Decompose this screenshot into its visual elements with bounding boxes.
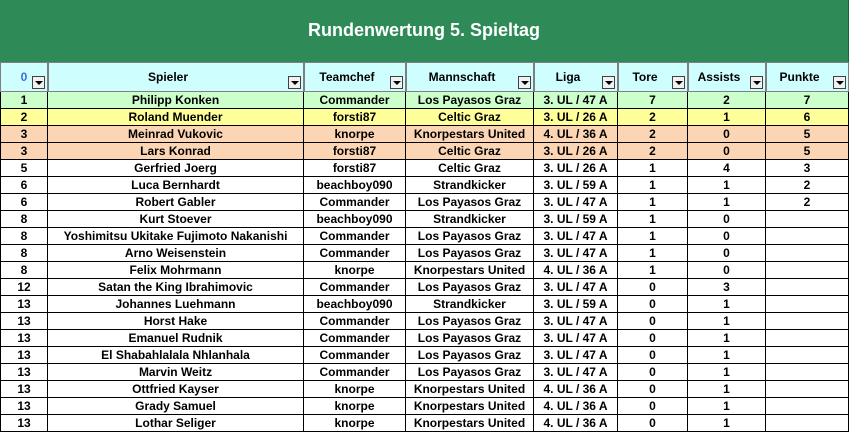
column-header-label: Punkte <box>779 70 820 84</box>
cell-mannschaft[interactable]: Los Payasos Graz <box>406 330 534 347</box>
cell-liga[interactable]: 3. UL / 47 A <box>534 313 618 330</box>
cell-rank[interactable]: 12 <box>0 279 48 296</box>
cell-mannschaft[interactable]: Strandkicker <box>406 211 534 228</box>
cell-rank[interactable]: 8 <box>0 245 48 262</box>
cell-assists[interactable]: 0 <box>688 228 766 245</box>
cell-tore[interactable]: 0 <box>618 279 688 296</box>
table-row <box>0 364 849 381</box>
cell-punkte[interactable]: 3 <box>766 160 849 177</box>
column-header-mannschaft <box>406 62 534 92</box>
cell-mannschaft[interactable]: Celtic Graz <box>406 109 534 126</box>
cell-punkte[interactable]: 2 <box>766 194 849 211</box>
filter-dropdown-icon[interactable] <box>602 76 615 89</box>
cell-teamchef[interactable]: Commander <box>304 347 406 364</box>
table-row <box>0 398 849 415</box>
cell-teamchef[interactable]: Commander <box>304 364 406 381</box>
cell-mannschaft[interactable]: Knorpestars United <box>406 126 534 143</box>
cell-punkte[interactable] <box>766 313 849 330</box>
cell-spieler[interactable]: Marvin Weitz <box>48 364 304 381</box>
cell-teamchef[interactable]: forsti87 <box>304 109 406 126</box>
column-header-label: Teamchef <box>319 70 375 84</box>
cell-tore[interactable]: 1 <box>618 194 688 211</box>
table-row <box>0 194 849 211</box>
cell-liga[interactable]: 3. UL / 47 A <box>534 194 618 211</box>
cell-liga[interactable]: 4. UL / 36 A <box>534 381 618 398</box>
column-header-label: 0 <box>20 70 28 84</box>
cell-assists[interactable]: 1 <box>688 398 766 415</box>
cell-teamchef[interactable]: knorpe <box>304 262 406 279</box>
cell-liga[interactable]: 3. UL / 47 A <box>534 228 618 245</box>
cell-tore[interactable]: 0 <box>618 330 688 347</box>
cell-tore[interactable]: 0 <box>618 296 688 313</box>
filter-dropdown-icon[interactable] <box>672 76 685 89</box>
filter-dropdown-icon[interactable] <box>750 76 763 89</box>
cell-mannschaft[interactable]: Celtic Graz <box>406 160 534 177</box>
cell-assists[interactable]: 1 <box>688 330 766 347</box>
cell-tore[interactable]: 0 <box>618 398 688 415</box>
cell-punkte[interactable] <box>766 211 849 228</box>
cell-rank[interactable]: 6 <box>0 194 48 211</box>
cell-tore[interactable]: 0 <box>618 347 688 364</box>
cell-mannschaft[interactable]: Knorpestars United <box>406 262 534 279</box>
table-row <box>0 313 849 330</box>
cell-spieler[interactable]: Grady Samuel <box>48 398 304 415</box>
cell-teamchef[interactable]: Commander <box>304 228 406 245</box>
cell-tore[interactable]: 1 <box>618 245 688 262</box>
table-row <box>0 126 849 143</box>
column-header-liga <box>534 62 618 92</box>
cell-mannschaft[interactable]: Strandkicker <box>406 296 534 313</box>
table-row <box>0 160 849 177</box>
cell-liga[interactable]: 3. UL / 59 A <box>534 211 618 228</box>
cell-mannschaft[interactable]: Los Payasos Graz <box>406 194 534 211</box>
cell-rank[interactable]: 3 <box>0 143 48 160</box>
cell-spieler[interactable]: Roland Muender <box>48 109 304 126</box>
table-row <box>0 415 849 432</box>
cell-tore[interactable]: 2 <box>618 126 688 143</box>
cell-liga[interactable]: 3. UL / 47 A <box>534 92 618 109</box>
cell-mannschaft[interactable]: Knorpestars United <box>406 415 534 432</box>
cell-rank[interactable]: 2 <box>0 109 48 126</box>
cell-punkte[interactable] <box>766 381 849 398</box>
cell-assists[interactable]: 0 <box>688 262 766 279</box>
table-row <box>0 262 849 279</box>
cell-tore[interactable]: 1 <box>618 177 688 194</box>
cell-tore[interactable]: 7 <box>618 92 688 109</box>
cell-liga[interactable]: 3. UL / 47 A <box>534 245 618 262</box>
cell-rank[interactable]: 13 <box>0 398 48 415</box>
cell-spieler[interactable]: Luca Bernhardt <box>48 177 304 194</box>
table-row <box>0 92 849 109</box>
table-body <box>0 92 849 432</box>
cell-spieler[interactable]: Yoshimitsu Ukitake Fujimoto Nakanishi <box>48 228 304 245</box>
cell-punkte[interactable]: 5 <box>766 126 849 143</box>
cell-rank[interactable]: 8 <box>0 228 48 245</box>
table-row <box>0 245 849 262</box>
column-header-tore <box>618 62 688 92</box>
column-header-assists <box>688 62 766 92</box>
cell-liga[interactable]: 3. UL / 47 A <box>534 330 618 347</box>
cell-assists[interactable]: 1 <box>688 313 766 330</box>
cell-mannschaft[interactable]: Knorpestars United <box>406 381 534 398</box>
cell-tore[interactable]: 0 <box>618 364 688 381</box>
filter-dropdown-icon[interactable] <box>833 76 846 89</box>
table-row <box>0 211 849 228</box>
cell-assists[interactable]: 3 <box>688 279 766 296</box>
cell-mannschaft[interactable]: Los Payasos Graz <box>406 245 534 262</box>
column-header-label: Liga <box>555 70 581 84</box>
cell-spieler[interactable]: Emanuel Rudnik <box>48 330 304 347</box>
cell-spieler[interactable]: Felix Mohrmann <box>48 262 304 279</box>
cell-liga[interactable]: 3. UL / 47 A <box>534 347 618 364</box>
cell-assists[interactable]: 0 <box>688 143 766 160</box>
cell-mannschaft[interactable]: Los Payasos Graz <box>406 228 534 245</box>
cell-tore[interactable]: 0 <box>618 415 688 432</box>
cell-teamchef[interactable]: knorpe <box>304 415 406 432</box>
cell-rank[interactable]: 13 <box>0 296 48 313</box>
cell-tore[interactable]: 1 <box>618 262 688 279</box>
cell-spieler[interactable]: Satan the King Ibrahimovic <box>48 279 304 296</box>
column-header-spieler <box>48 62 304 92</box>
cell-punkte[interactable]: 2 <box>766 177 849 194</box>
cell-teamchef[interactable]: knorpe <box>304 126 406 143</box>
cell-mannschaft[interactable]: Knorpestars United <box>406 398 534 415</box>
cell-assists[interactable]: 2 <box>688 92 766 109</box>
table-row <box>0 330 849 347</box>
title-banner <box>0 0 849 62</box>
cell-punkte[interactable] <box>766 398 849 415</box>
table-row <box>0 228 849 245</box>
cell-tore[interactable]: 2 <box>618 109 688 126</box>
table-row <box>0 177 849 194</box>
cell-assists[interactable]: 4 <box>688 160 766 177</box>
cell-teamchef[interactable]: Commander <box>304 313 406 330</box>
cell-spieler[interactable]: Robert Gabler <box>48 194 304 211</box>
cell-teamchef[interactable]: forsti87 <box>304 143 406 160</box>
cell-teamchef[interactable]: beachboy090 <box>304 211 406 228</box>
cell-teamchef[interactable]: Commander <box>304 92 406 109</box>
cell-assists[interactable]: 1 <box>688 347 766 364</box>
cell-liga[interactable]: 3. UL / 47 A <box>534 364 618 381</box>
cell-assists[interactable]: 0 <box>688 211 766 228</box>
cell-mannschaft[interactable]: Los Payasos Graz <box>406 279 534 296</box>
cell-spieler[interactable]: Meinrad Vukovic <box>48 126 304 143</box>
cell-rank[interactable]: 6 <box>0 177 48 194</box>
table-row <box>0 109 849 126</box>
filter-dropdown-icon[interactable] <box>390 76 403 89</box>
cell-rank[interactable]: 13 <box>0 415 48 432</box>
cell-punkte[interactable] <box>766 245 849 262</box>
cell-liga[interactable]: 4. UL / 36 A <box>534 398 618 415</box>
cell-rank[interactable]: 1 <box>0 92 48 109</box>
cell-tore[interactable]: 2 <box>618 143 688 160</box>
cell-rank[interactable]: 8 <box>0 262 48 279</box>
cell-punkte[interactable] <box>766 296 849 313</box>
cell-teamchef[interactable]: forsti87 <box>304 160 406 177</box>
cell-teamchef[interactable]: Commander <box>304 245 406 262</box>
cell-punkte[interactable] <box>766 279 849 296</box>
cell-punkte[interactable] <box>766 262 849 279</box>
cell-teamchef[interactable]: Commander <box>304 330 406 347</box>
column-header-teamchef <box>304 62 406 92</box>
cell-mannschaft[interactable]: Strandkicker <box>406 177 534 194</box>
cell-assists[interactable]: 1 <box>688 415 766 432</box>
cell-teamchef[interactable]: Commander <box>304 279 406 296</box>
cell-punkte[interactable] <box>766 415 849 432</box>
cell-assists[interactable]: 1 <box>688 364 766 381</box>
cell-rank[interactable]: 13 <box>0 381 48 398</box>
header-row <box>0 62 849 92</box>
cell-punkte[interactable]: 6 <box>766 109 849 126</box>
cell-rank[interactable]: 13 <box>0 330 48 347</box>
table-row <box>0 347 849 364</box>
filter-dropdown-icon[interactable] <box>288 76 301 89</box>
cell-teamchef[interactable]: beachboy090 <box>304 177 406 194</box>
cell-spieler[interactable]: El Shabahlalala Nhlanhala <box>48 347 304 364</box>
cell-punkte[interactable] <box>766 347 849 364</box>
cell-mannschaft[interactable]: Celtic Graz <box>406 143 534 160</box>
filter-dropdown-icon[interactable] <box>32 76 45 89</box>
cell-assists[interactable]: 1 <box>688 109 766 126</box>
cell-liga[interactable]: 3. UL / 26 A <box>534 109 618 126</box>
cell-liga[interactable]: 3. UL / 59 A <box>534 177 618 194</box>
cell-rank[interactable]: 13 <box>0 364 48 381</box>
cell-punkte[interactable] <box>766 228 849 245</box>
cell-spieler[interactable]: Gerfried Joerg <box>48 160 304 177</box>
page-title: Rundenwertung 5. Spieltag <box>307 20 540 40</box>
cell-teamchef[interactable]: Commander <box>304 194 406 211</box>
table-row <box>0 279 849 296</box>
cell-punkte[interactable] <box>766 364 849 381</box>
cell-tore[interactable]: 0 <box>618 313 688 330</box>
cell-teamchef[interactable]: knorpe <box>304 398 406 415</box>
column-header-label: Tore <box>632 70 658 84</box>
cell-spieler[interactable]: Johannes Luehmann <box>48 296 304 313</box>
cell-mannschaft[interactable]: Los Payasos Graz <box>406 92 534 109</box>
cell-spieler[interactable]: Arno Weisenstein <box>48 245 304 262</box>
cell-teamchef[interactable]: knorpe <box>304 381 406 398</box>
cell-assists[interactable]: 0 <box>688 126 766 143</box>
cell-liga[interactable]: 3. UL / 59 A <box>534 296 618 313</box>
cell-tore[interactable]: 1 <box>618 228 688 245</box>
cell-spieler[interactable]: Horst Hake <box>48 313 304 330</box>
cell-teamchef[interactable]: beachboy090 <box>304 296 406 313</box>
cell-punkte[interactable]: 7 <box>766 92 849 109</box>
cell-punkte[interactable]: 5 <box>766 143 849 160</box>
cell-rank[interactable]: 8 <box>0 211 48 228</box>
cell-tore[interactable]: 0 <box>618 381 688 398</box>
cell-spieler[interactable]: Lars Konrad <box>48 143 304 160</box>
table-row <box>0 381 849 398</box>
cell-assists[interactable]: 0 <box>688 245 766 262</box>
cell-assists[interactable]: 1 <box>688 194 766 211</box>
cell-spieler[interactable]: Ottfried Kayser <box>48 381 304 398</box>
cell-rank[interactable]: 5 <box>0 160 48 177</box>
cell-assists[interactable]: 1 <box>688 381 766 398</box>
column-header-label: Mannschaft <box>428 70 496 84</box>
table-row <box>0 143 849 160</box>
cell-liga[interactable]: 3. UL / 47 A <box>534 279 618 296</box>
cell-assists[interactable]: 1 <box>688 296 766 313</box>
cell-spieler[interactable]: Lothar Seliger <box>48 415 304 432</box>
cell-liga[interactable]: 3. UL / 26 A <box>534 160 618 177</box>
cell-rank[interactable]: 13 <box>0 313 48 330</box>
cell-tore[interactable]: 1 <box>618 160 688 177</box>
cell-liga[interactable]: 3. UL / 26 A <box>534 143 618 160</box>
column-header-punkte <box>766 62 849 92</box>
cell-liga[interactable]: 4. UL / 36 A <box>534 126 618 143</box>
column-header-label: Assists <box>697 70 741 84</box>
cell-liga[interactable]: 4. UL / 36 A <box>534 262 618 279</box>
cell-mannschaft[interactable]: Los Payasos Graz <box>406 364 534 381</box>
column-header-label: Spieler <box>147 70 189 84</box>
cell-assists[interactable]: 1 <box>688 177 766 194</box>
cell-punkte[interactable] <box>766 330 849 347</box>
cell-mannschaft[interactable]: Los Payasos Graz <box>406 313 534 330</box>
table-row <box>0 296 849 313</box>
column-header-rank <box>0 62 48 92</box>
cell-liga[interactable]: 4. UL / 36 A <box>534 415 618 432</box>
cell-spieler[interactable]: Kurt Stoever <box>48 211 304 228</box>
cell-rank[interactable]: 13 <box>0 347 48 364</box>
cell-tore[interactable]: 1 <box>618 211 688 228</box>
filter-dropdown-icon[interactable] <box>518 76 531 89</box>
cell-spieler[interactable]: Philipp Konken <box>48 92 304 109</box>
cell-rank[interactable]: 3 <box>0 126 48 143</box>
cell-mannschaft[interactable]: Los Payasos Graz <box>406 347 534 364</box>
